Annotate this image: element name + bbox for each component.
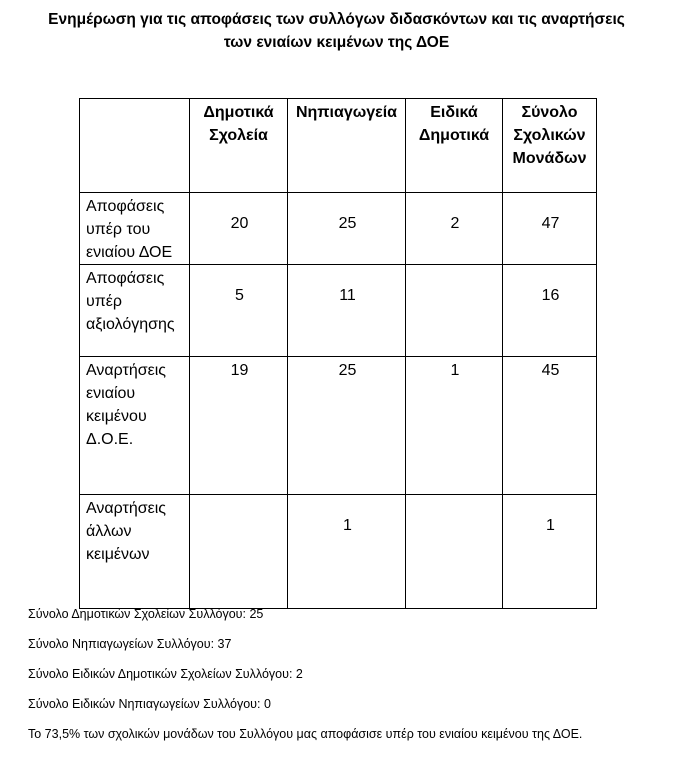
title-line-1: Ενημέρωση για τις αποφάσεις των συλλόγων διδασκόντων και τις αναρτήσεις <box>48 11 625 28</box>
cell-total: 1 <box>503 495 597 609</box>
row-label: Αποφάσεις υπέρ αξιολόγησης <box>80 265 190 357</box>
cell-primary: 5 <box>190 265 288 357</box>
cell-special-primary: 2 <box>406 193 503 265</box>
decisions-table <box>79 98 597 609</box>
header-special-primary: Ειδικά Δημοτικά <box>406 99 503 193</box>
cell-total: 45 <box>503 357 597 495</box>
header-empty-cell <box>80 99 190 193</box>
cell-total: 16 <box>503 265 597 357</box>
note-primary-total: Σύνολο Δημοτικών Σχολείων Συλλόγου: 25 <box>28 607 264 621</box>
table-header-row <box>80 99 597 193</box>
note-percentage-summary: Το 73,5% των σχολικών μονάδων του Συλλόγου μας αποφάσισε υπέρ του ενιαίου κειμένου της ΔΟΕ. <box>28 727 583 741</box>
row-label: Αποφάσεις υπέρ του ενιαίου ΔΟΕ <box>80 193 190 265</box>
cell-kindergarten: 25 <box>288 357 406 495</box>
note-special-primary-total: Σύνολο Ειδικών Δημοτικών Σχολείων Συλλόγου: 2 <box>28 667 303 681</box>
row-label: Αναρτήσεις ενιαίου κειμένου Δ.Ο.Ε. <box>80 357 190 495</box>
cell-total: 47 <box>503 193 597 265</box>
cell-kindergarten: 25 <box>288 193 406 265</box>
table-row <box>80 193 597 265</box>
cell-primary: 20 <box>190 193 288 265</box>
note-special-kindergarten-total: Σύνολο Ειδικών Νηπιαγωγείων Συλλόγου: 0 <box>28 697 271 711</box>
cell-primary: 19 <box>190 357 288 495</box>
note-kindergarten-total: Σύνολο Νηπιαγωγείων Συλλόγου: 37 <box>28 637 232 651</box>
cell-primary <box>190 495 288 609</box>
row-label: Αναρτήσεις άλλων κειμένων <box>80 495 190 609</box>
cell-special-primary <box>406 495 503 609</box>
document-title <box>0 8 673 54</box>
header-total-units: Σύνολο Σχολικών Μονάδων <box>503 99 597 193</box>
table-row <box>80 265 597 357</box>
table-row <box>80 357 597 495</box>
cell-special-primary: 1 <box>406 357 503 495</box>
cell-special-primary <box>406 265 503 357</box>
cell-kindergarten: 11 <box>288 265 406 357</box>
cell-kindergarten: 1 <box>288 495 406 609</box>
summary-notes <box>28 607 582 757</box>
header-kindergartens: Νηπιαγωγεία <box>288 99 406 193</box>
table-row <box>80 495 597 609</box>
header-primary-schools: Δημοτικά Σχολεία <box>190 99 288 193</box>
title-line-2: των ενιαίων κειμένων της ΔΟΕ <box>223 34 450 51</box>
